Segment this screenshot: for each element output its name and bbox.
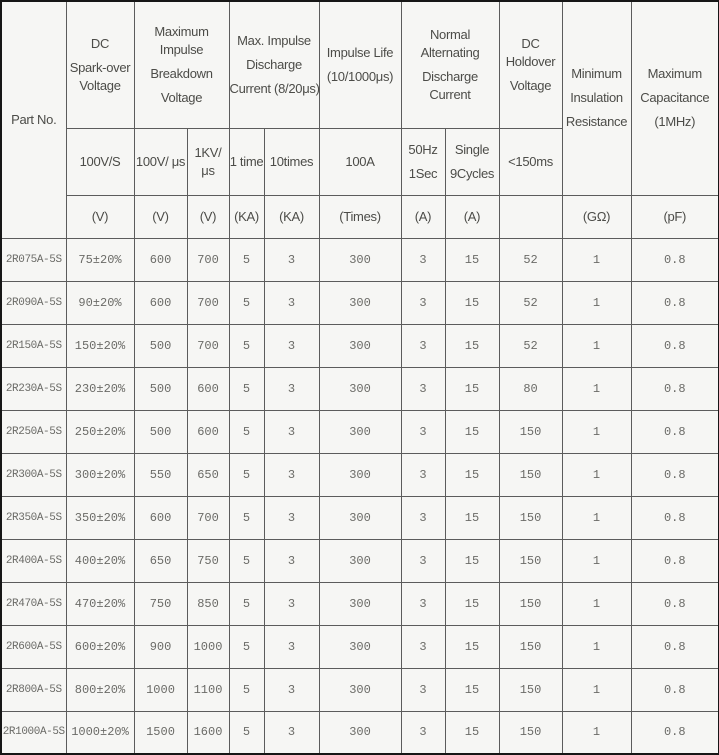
- sparkover-voltage-cell: 350±20%: [66, 496, 134, 539]
- header-dc-holdover-voltage: DC Holdover Voltage: [499, 1, 562, 128]
- discharge-1time-cell: 5: [229, 625, 264, 668]
- discharge-1time-cell: 5: [229, 582, 264, 625]
- sparkover-voltage-cell: 470±20%: [66, 582, 134, 625]
- breakdown-1kv-cell: 650: [187, 453, 229, 496]
- sparkover-voltage-cell: 230±20%: [66, 367, 134, 410]
- capacitance-cell: 0.8: [631, 453, 719, 496]
- holdover-voltage-cell: 150: [499, 453, 562, 496]
- impulse-life-cell: 300: [319, 281, 401, 324]
- breakdown-1kv-cell: 750: [187, 539, 229, 582]
- ac-50hz-cell: 3: [401, 625, 445, 668]
- sparkover-voltage-cell: 1000±20%: [66, 711, 134, 754]
- unit-cell: (V): [66, 195, 134, 238]
- discharge-10times-cell: 3: [264, 410, 319, 453]
- capacitance-cell: 0.8: [631, 410, 719, 453]
- ac-50hz-cell: 3: [401, 539, 445, 582]
- capacitance-cell: 0.8: [631, 367, 719, 410]
- table-row: [1, 453, 719, 496]
- breakdown-100v-cell: 1500: [134, 711, 187, 754]
- discharge-1time-cell: 5: [229, 281, 264, 324]
- capacitance-cell: 0.8: [631, 496, 719, 539]
- discharge-1time-cell: 5: [229, 453, 264, 496]
- condition-ac-single-9cycles: Single 9Cycles: [445, 128, 499, 195]
- sparkover-voltage-cell: 150±20%: [66, 324, 134, 367]
- impulse-life-cell: 300: [319, 668, 401, 711]
- part-no-cell: 2R800A-5S: [1, 668, 66, 711]
- header-impulse-life: Impulse Life (10/1000μs): [319, 1, 401, 128]
- capacitance-cell: 0.8: [631, 238, 719, 281]
- capacitance-cell: 0.8: [631, 711, 719, 754]
- ac-single-cell: 15: [445, 281, 499, 324]
- ac-50hz-cell: 3: [401, 367, 445, 410]
- impulse-life-cell: 300: [319, 496, 401, 539]
- table-body: [1, 238, 719, 754]
- holdover-voltage-cell: 150: [499, 410, 562, 453]
- impulse-life-cell: 300: [319, 539, 401, 582]
- ac-50hz-cell: 3: [401, 238, 445, 281]
- table-row: [1, 367, 719, 410]
- breakdown-1kv-cell: 700: [187, 238, 229, 281]
- unit-cell: (V): [187, 195, 229, 238]
- breakdown-1kv-cell: 700: [187, 496, 229, 539]
- part-no-cell: 2R250A-5S: [1, 410, 66, 453]
- table-row: [1, 496, 719, 539]
- unit-cell: (KA): [229, 195, 264, 238]
- sparkover-voltage-cell: 75±20%: [66, 238, 134, 281]
- breakdown-1kv-cell: 1600: [187, 711, 229, 754]
- ac-50hz-cell: 3: [401, 453, 445, 496]
- part-no-cell: 2R090A-5S: [1, 281, 66, 324]
- discharge-10times-cell: 3: [264, 539, 319, 582]
- breakdown-1kv-cell: 600: [187, 367, 229, 410]
- part-no-cell: 2R470A-5S: [1, 582, 66, 625]
- part-no-cell: 2R1000A-5S: [1, 711, 66, 754]
- impulse-life-cell: 300: [319, 410, 401, 453]
- insulation-resistance-cell: 1: [562, 238, 631, 281]
- holdover-voltage-cell: 52: [499, 281, 562, 324]
- ac-single-cell: 15: [445, 582, 499, 625]
- holdover-voltage-cell: 150: [499, 711, 562, 754]
- sparkover-voltage-cell: 600±20%: [66, 625, 134, 668]
- condition-rate-1kv-us: 1KV/ μs: [187, 128, 229, 195]
- condition-one-time: 1 time: [229, 128, 264, 195]
- discharge-10times-cell: 3: [264, 625, 319, 668]
- unit-cell: (Times): [319, 195, 401, 238]
- ac-single-cell: 15: [445, 410, 499, 453]
- table-row: [1, 668, 719, 711]
- ac-single-cell: 15: [445, 539, 499, 582]
- sparkover-voltage-cell: 300±20%: [66, 453, 134, 496]
- breakdown-100v-cell: 900: [134, 625, 187, 668]
- discharge-10times-cell: 3: [264, 496, 319, 539]
- insulation-resistance-cell: 1: [562, 324, 631, 367]
- table-row: [1, 238, 719, 281]
- discharge-10times-cell: 3: [264, 453, 319, 496]
- holdover-voltage-cell: 52: [499, 238, 562, 281]
- condition-life-current: 100A: [319, 128, 401, 195]
- unit-cell: (A): [445, 195, 499, 238]
- sparkover-voltage-cell: 400±20%: [66, 539, 134, 582]
- ac-single-cell: 15: [445, 367, 499, 410]
- table-header: [1, 1, 719, 238]
- part-no-cell: 2R400A-5S: [1, 539, 66, 582]
- discharge-10times-cell: 3: [264, 711, 319, 754]
- ac-single-cell: 15: [445, 324, 499, 367]
- ac-50hz-cell: 3: [401, 711, 445, 754]
- breakdown-100v-cell: 600: [134, 238, 187, 281]
- insulation-resistance-cell: 1: [562, 582, 631, 625]
- unit-cell: (A): [401, 195, 445, 238]
- breakdown-100v-cell: 550: [134, 453, 187, 496]
- table-row: [1, 711, 719, 754]
- ac-50hz-cell: 3: [401, 410, 445, 453]
- insulation-resistance-cell: 1: [562, 496, 631, 539]
- unit-cell: (V): [134, 195, 187, 238]
- header-max-impulse-discharge-current: Max. Impulse Discharge Current (8/20μs): [229, 1, 319, 128]
- holdover-voltage-cell: 52: [499, 324, 562, 367]
- insulation-resistance-cell: 1: [562, 367, 631, 410]
- holdover-voltage-cell: 150: [499, 668, 562, 711]
- ac-50hz-cell: 3: [401, 582, 445, 625]
- discharge-1time-cell: 5: [229, 367, 264, 410]
- ac-single-cell: 15: [445, 238, 499, 281]
- unit-cell: (GΩ): [562, 195, 631, 238]
- breakdown-100v-cell: 500: [134, 324, 187, 367]
- condition-ac-50hz-1sec: 50Hz 1Sec: [401, 128, 445, 195]
- discharge-1time-cell: 5: [229, 410, 264, 453]
- breakdown-100v-cell: 750: [134, 582, 187, 625]
- header-maximum-capacitance: Maximum Capacitance (1MHz): [631, 1, 719, 195]
- ac-single-cell: 15: [445, 453, 499, 496]
- unit-cell: (KA): [264, 195, 319, 238]
- impulse-life-cell: 300: [319, 711, 401, 754]
- insulation-resistance-cell: 1: [562, 410, 631, 453]
- holdover-voltage-cell: 150: [499, 539, 562, 582]
- table-row: [1, 582, 719, 625]
- insulation-resistance-cell: 1: [562, 281, 631, 324]
- breakdown-100v-cell: 500: [134, 367, 187, 410]
- impulse-life-cell: 300: [319, 582, 401, 625]
- header-row-units: [1, 195, 719, 238]
- condition-sparkover-rate: 100V/S: [66, 128, 134, 195]
- capacitance-cell: 0.8: [631, 625, 719, 668]
- condition-holdover-time: <150ms: [499, 128, 562, 195]
- header-max-impulse-breakdown-voltage: Maximum Impulse Breakdown Voltage: [134, 1, 229, 128]
- capacitance-cell: 0.8: [631, 324, 719, 367]
- insulation-resistance-cell: 1: [562, 539, 631, 582]
- discharge-10times-cell: 3: [264, 324, 319, 367]
- header-minimum-insulation-resistance: Minimum Insulation Resistance: [562, 1, 631, 195]
- impulse-life-cell: 300: [319, 367, 401, 410]
- condition-ten-times: 10times: [264, 128, 319, 195]
- discharge-1time-cell: 5: [229, 238, 264, 281]
- part-no-cell: 2R300A-5S: [1, 453, 66, 496]
- table-row: [1, 539, 719, 582]
- part-no-cell: 2R350A-5S: [1, 496, 66, 539]
- ac-50hz-cell: 3: [401, 281, 445, 324]
- holdover-voltage-cell: 80: [499, 367, 562, 410]
- header-part-no: Part No.: [1, 1, 66, 238]
- table-row: [1, 410, 719, 453]
- breakdown-100v-cell: 500: [134, 410, 187, 453]
- breakdown-100v-cell: 650: [134, 539, 187, 582]
- discharge-1time-cell: 5: [229, 496, 264, 539]
- breakdown-1kv-cell: 1100: [187, 668, 229, 711]
- discharge-10times-cell: 3: [264, 582, 319, 625]
- header-normal-alternating-discharge-current: Normal Alternating Discharge Current: [401, 1, 499, 128]
- breakdown-1kv-cell: 1000: [187, 625, 229, 668]
- holdover-voltage-cell: 150: [499, 625, 562, 668]
- part-no-cell: 2R075A-5S: [1, 238, 66, 281]
- ac-50hz-cell: 3: [401, 668, 445, 711]
- capacitance-cell: 0.8: [631, 582, 719, 625]
- discharge-1time-cell: 5: [229, 711, 264, 754]
- discharge-1time-cell: 5: [229, 539, 264, 582]
- table-row: [1, 281, 719, 324]
- part-no-cell: 2R600A-5S: [1, 625, 66, 668]
- unit-cell: (pF): [631, 195, 719, 238]
- condition-rate-100v-us: 100V/ μs: [134, 128, 187, 195]
- breakdown-100v-cell: 600: [134, 281, 187, 324]
- insulation-resistance-cell: 1: [562, 625, 631, 668]
- impulse-life-cell: 300: [319, 324, 401, 367]
- sparkover-voltage-cell: 250±20%: [66, 410, 134, 453]
- ac-50hz-cell: 3: [401, 496, 445, 539]
- capacitance-cell: 0.8: [631, 539, 719, 582]
- impulse-life-cell: 300: [319, 625, 401, 668]
- discharge-1time-cell: 5: [229, 668, 264, 711]
- sparkover-voltage-cell: 90±20%: [66, 281, 134, 324]
- ac-single-cell: 15: [445, 711, 499, 754]
- table-row: [1, 625, 719, 668]
- discharge-1time-cell: 5: [229, 324, 264, 367]
- holdover-voltage-cell: 150: [499, 496, 562, 539]
- insulation-resistance-cell: 1: [562, 668, 631, 711]
- sparkover-voltage-cell: 800±20%: [66, 668, 134, 711]
- ac-single-cell: 15: [445, 625, 499, 668]
- ac-single-cell: 15: [445, 668, 499, 711]
- insulation-resistance-cell: 1: [562, 453, 631, 496]
- breakdown-1kv-cell: 700: [187, 281, 229, 324]
- insulation-resistance-cell: 1: [562, 711, 631, 754]
- part-no-cell: 2R230A-5S: [1, 367, 66, 410]
- header-row-groups: [1, 1, 719, 128]
- table-row: [1, 324, 719, 367]
- ac-50hz-cell: 3: [401, 324, 445, 367]
- capacitance-cell: 0.8: [631, 281, 719, 324]
- unit-cell: [499, 195, 562, 238]
- discharge-10times-cell: 3: [264, 367, 319, 410]
- part-no-cell: 2R150A-5S: [1, 324, 66, 367]
- holdover-voltage-cell: 150: [499, 582, 562, 625]
- breakdown-100v-cell: 600: [134, 496, 187, 539]
- impulse-life-cell: 300: [319, 453, 401, 496]
- breakdown-1kv-cell: 850: [187, 582, 229, 625]
- discharge-10times-cell: 3: [264, 238, 319, 281]
- breakdown-1kv-cell: 600: [187, 410, 229, 453]
- discharge-10times-cell: 3: [264, 668, 319, 711]
- capacitance-cell: 0.8: [631, 668, 719, 711]
- header-dc-sparkover-voltage: DC Spark-over Voltage: [66, 1, 134, 128]
- breakdown-100v-cell: 1000: [134, 668, 187, 711]
- ac-single-cell: 15: [445, 496, 499, 539]
- discharge-10times-cell: 3: [264, 281, 319, 324]
- breakdown-1kv-cell: 700: [187, 324, 229, 367]
- impulse-life-cell: 300: [319, 238, 401, 281]
